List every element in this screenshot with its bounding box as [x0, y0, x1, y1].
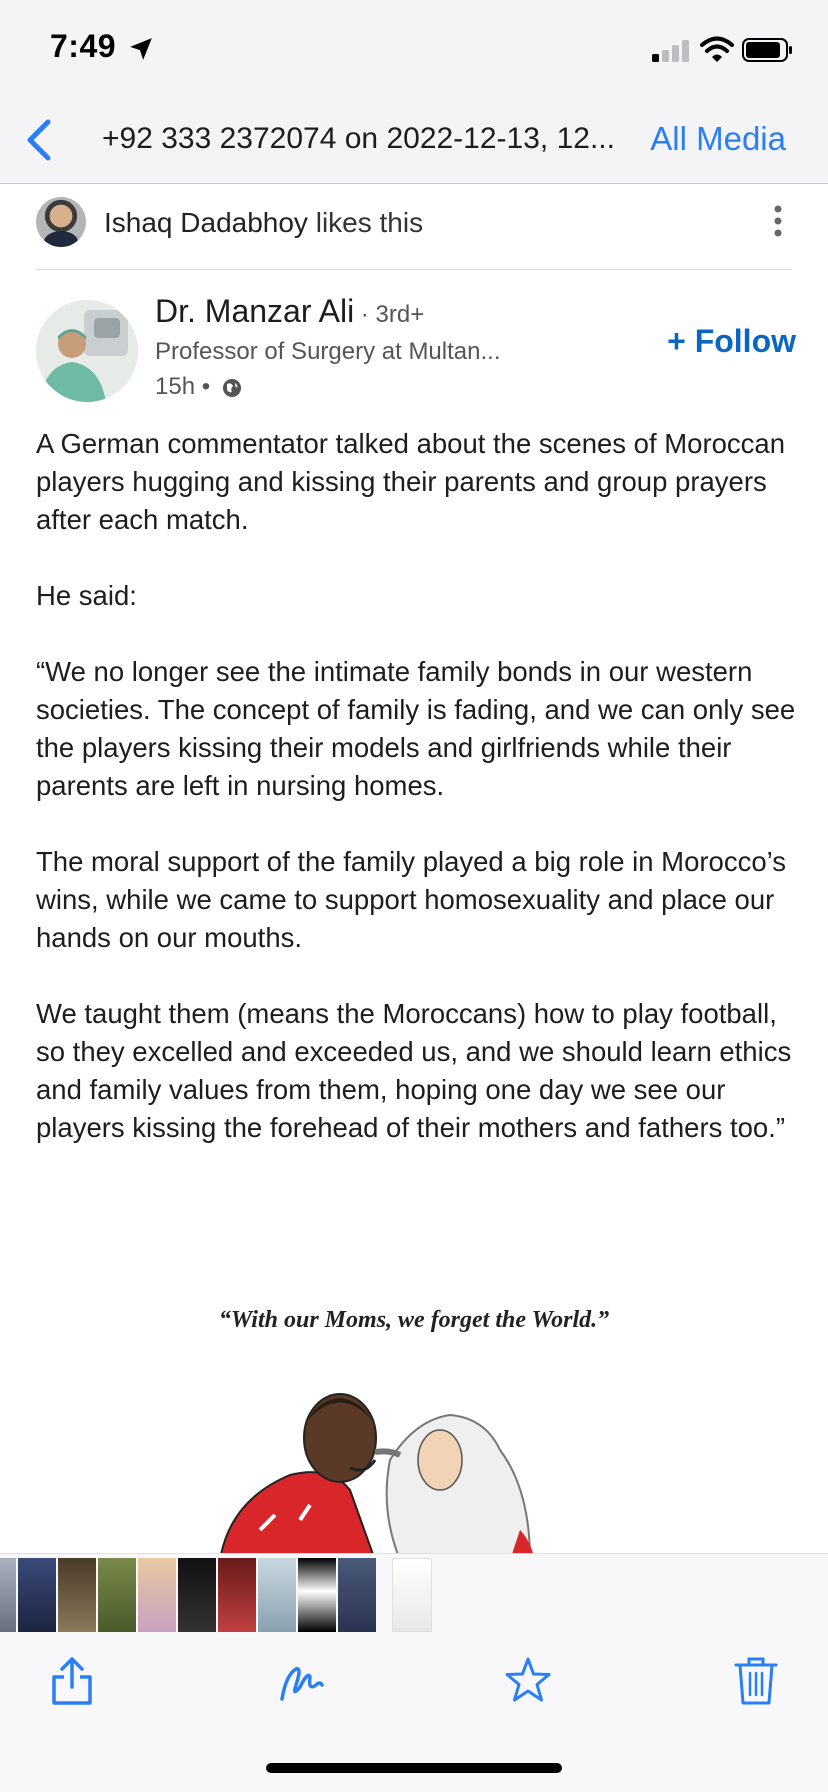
globe-icon — [221, 377, 243, 399]
author-avatar — [36, 300, 138, 402]
thumbnail[interactable] — [258, 1558, 296, 1632]
thumbnail[interactable] — [218, 1558, 256, 1632]
image-caption: “With our Moms, we forget the World.” — [218, 1307, 610, 1333]
author-photo — [36, 300, 138, 402]
social-activity-row — [36, 185, 792, 270]
trash-icon[interactable] — [732, 1655, 780, 1707]
thumbnail[interactable] — [138, 1558, 176, 1632]
post-timestamp — [155, 373, 243, 401]
cellular-signal-icon — [652, 40, 692, 62]
thumbnail[interactable] — [18, 1558, 56, 1632]
post-paragraph: The moral support of the family played a big role in Morocco’s wins, while we came to support homosexuality and place our hands on our mouths. — [36, 846, 786, 953]
thumbnail-selected[interactable] — [392, 1558, 432, 1632]
markup-icon[interactable] — [278, 1655, 326, 1707]
time-ago: 15h • — [155, 373, 211, 400]
thumbnail[interactable] — [298, 1558, 336, 1632]
connection-degree: · 3rd+ — [354, 301, 425, 328]
post-paragraph: “We no longer see the intimate family bonds in our western societies. The concept of family is fading, and we can only see the players kissing their models and girlfriends while their parents are left in nursing homes. — [36, 656, 796, 801]
illustration-image — [200, 1380, 620, 1553]
post-paragraph: We taught them (means the Moroccans) how to play football, so they excelled and exceeded us, and we should learn ethics and family values from them, hoping one day we see our players kissing the forehead of their mothers and fathers too.” — [36, 998, 792, 1143]
home-indicator — [266, 1763, 562, 1773]
media-thumbnail-strip[interactable] — [0, 1553, 828, 1633]
bottom-toolbar — [0, 1633, 828, 1792]
post-paragraph: A German commentator talked about the scenes of Moroccan players hugging and kissing their parents and group prayers after each match. — [36, 428, 785, 535]
status-bar — [0, 0, 828, 100]
nav-title: +92 333 2372074 on 2022-12-13, 12... — [102, 122, 615, 155]
follow-button[interactable]: + Follow — [667, 323, 796, 359]
liker-text — [104, 207, 423, 239]
author-name-line[interactable] — [155, 293, 424, 330]
location-arrow-icon — [128, 36, 154, 62]
share-icon[interactable] — [48, 1655, 96, 1707]
thumbnail[interactable] — [178, 1558, 216, 1632]
navigation-bar — [0, 100, 828, 184]
liker-name: Ishaq Dadabhoy — [104, 207, 308, 238]
status-time: 7:49 — [50, 28, 117, 64]
all-media-button[interactable]: All Media — [650, 120, 786, 157]
post-paragraph: He said: — [36, 580, 137, 611]
thumbnail[interactable] — [98, 1558, 136, 1632]
author-headline: Professor of Surgery at Multan... — [155, 338, 501, 365]
liker-suffix: likes this — [307, 207, 424, 238]
post-body — [36, 425, 800, 1185]
battery-icon — [742, 37, 794, 63]
wifi-icon — [700, 36, 734, 62]
thumbnail[interactable] — [58, 1558, 96, 1632]
author-name[interactable]: Dr. Manzar Ali — [155, 293, 355, 329]
image-content — [0, 185, 828, 1553]
thumbnail[interactable] — [338, 1558, 376, 1632]
more-options-icon[interactable] — [772, 203, 784, 243]
favorite-star-icon[interactable] — [504, 1655, 552, 1707]
thumbnail[interactable] — [0, 1558, 16, 1632]
liker-avatar — [36, 197, 86, 247]
back-chevron-icon[interactable] — [24, 118, 54, 162]
